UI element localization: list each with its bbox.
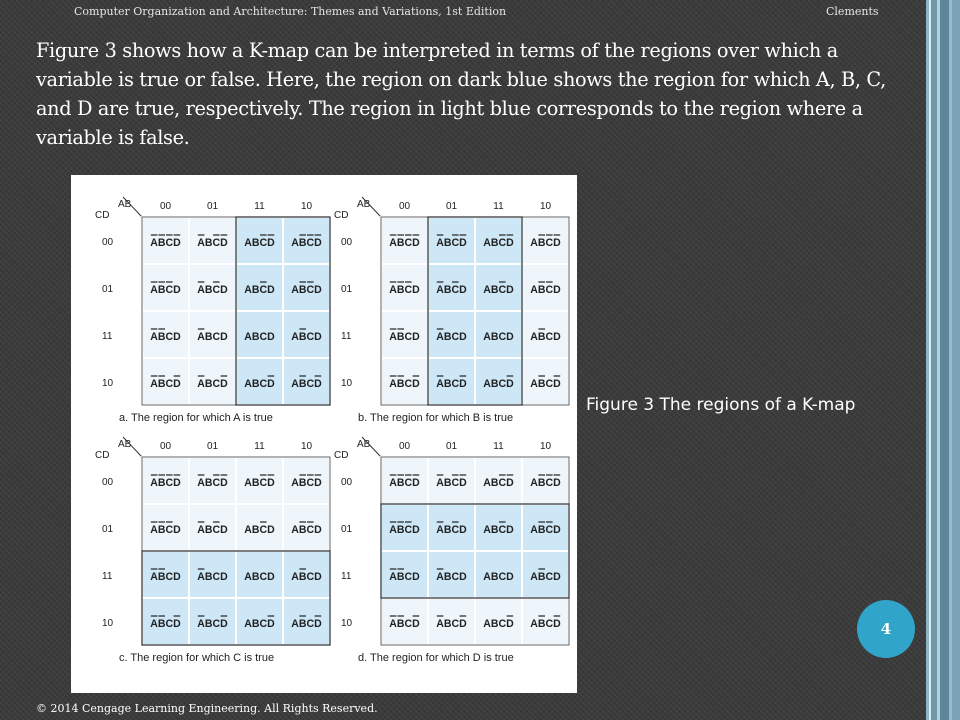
minterm-label: ABCD (389, 284, 420, 296)
row-label: 11 (102, 571, 113, 582)
minterm-label: ABCD (150, 378, 181, 390)
minterm-label: ABCD (197, 378, 228, 390)
slide-number-badge: 4 (857, 600, 915, 658)
minterm-label: ABCD (197, 477, 228, 489)
minterm-label: ABCD (530, 571, 561, 583)
row-label: 11 (102, 331, 113, 342)
corner-label-cd: CD (334, 210, 349, 221)
minterm-label: ABCD (150, 618, 181, 630)
corner-label-ab: AB (357, 199, 371, 210)
row-label: 00 (341, 237, 353, 248)
column-label: 00 (398, 441, 411, 452)
minterm-label: ABCD (197, 284, 228, 296)
minterm-label: ABCD (436, 524, 467, 536)
minterm-label: ABCD (244, 477, 275, 489)
minterm-label: ABCD (291, 331, 322, 343)
row-label: 10 (341, 618, 353, 629)
column-label: 11 (254, 201, 265, 212)
corner-label-cd: CD (95, 210, 110, 221)
column-label: 01 (206, 201, 219, 212)
minterm-label: ABCD (436, 284, 467, 296)
row-label: 11 (341, 331, 352, 342)
minterm-label: ABCD (244, 284, 275, 296)
minterm-label: ABCD (530, 524, 561, 536)
minterm-label: ABCD (244, 618, 275, 630)
minterm-label: ABCD (291, 237, 322, 249)
panel-caption: d. The region for which D is true (358, 652, 514, 664)
minterm-label: ABCD (291, 618, 322, 630)
minterm-label: ABCD (530, 331, 561, 343)
column-label: 10 (539, 201, 552, 212)
minterm-label: ABCD (436, 331, 467, 343)
minterm-label: ABCD (389, 331, 420, 343)
panel-caption: b. The region for which B is true (358, 412, 514, 424)
minterm-label: ABCD (291, 571, 322, 583)
minterm-label: ABCD (436, 237, 467, 249)
minterm-label: ABCD (436, 571, 467, 583)
row-label: 00 (102, 237, 114, 248)
minterm-label: ABCD (389, 571, 420, 583)
minterm-label: ABCD (483, 237, 514, 249)
minterm-label: ABCD (530, 477, 561, 489)
minterm-label: ABCD (291, 477, 322, 489)
row-label: 10 (102, 618, 114, 629)
row-label: 01 (102, 284, 114, 295)
row-label: 00 (341, 477, 353, 488)
figure-caption: Figure 3 The regions of a K-map (586, 395, 856, 415)
column-label: 10 (539, 441, 552, 452)
book-title: Computer Organization and Architecture: Themes and Variations, 1st Edition (74, 5, 507, 18)
minterm-label: ABCD (483, 524, 514, 536)
minterm-label: ABCD (197, 331, 228, 343)
corner-label-ab: AB (357, 439, 371, 450)
intro-paragraph: Figure 3 shows how a K-map can be interpreted in terms of the regions over which a variable is true or false. Here, the region on dark blue shows the region for which A, B, C, and D are true, respectively. The region in light blue corresponds to the region where a variable is false. (36, 39, 886, 149)
minterm-label: ABCD (483, 571, 514, 583)
column-label: 10 (300, 441, 313, 452)
minterm-label: ABCD (389, 378, 420, 390)
column-label: 10 (300, 201, 313, 212)
minterm-label: ABCD (389, 524, 420, 536)
minterm-label: ABCD (483, 284, 514, 296)
minterm-label: ABCD (150, 477, 181, 489)
minterm-label: ABCD (150, 331, 181, 343)
minterm-label: ABCD (483, 477, 514, 489)
minterm-label: ABCD (150, 284, 181, 296)
minterm-label: ABCD (197, 237, 228, 249)
minterm-label: ABCD (483, 378, 514, 390)
minterm-label: ABCD (530, 618, 561, 630)
minterm-label: ABCD (483, 618, 514, 630)
minterm-label: ABCD (291, 284, 322, 296)
corner-label-ab: AB (118, 439, 132, 450)
column-label: 11 (493, 201, 504, 212)
minterm-label: ABCD (244, 571, 275, 583)
row-label: 01 (341, 524, 353, 535)
minterm-label: ABCD (436, 378, 467, 390)
minterm-label: ABCD (244, 524, 275, 536)
right-edge-decoration (926, 0, 960, 720)
minterm-label: ABCD (389, 237, 420, 249)
column-label: 01 (445, 441, 458, 452)
minterm-label: ABCD (291, 524, 322, 536)
column-label: 00 (159, 441, 172, 452)
minterm-label: ABCD (197, 618, 228, 630)
minterm-label: ABCD (389, 618, 420, 630)
column-label: 11 (493, 441, 504, 452)
minterm-label: ABCD (389, 477, 420, 489)
minterm-label: ABCD (150, 237, 181, 249)
kmap-figure (71, 175, 577, 693)
column-label: 01 (445, 201, 458, 212)
panel-caption: c. The region for which C is true (119, 652, 275, 664)
minterm-label: ABCD (530, 378, 561, 390)
kmap-diagram (71, 175, 577, 693)
row-label: 11 (341, 571, 352, 582)
panel-caption: a. The region for which A is true (119, 412, 273, 424)
row-label: 01 (102, 524, 114, 535)
corner-label-cd: CD (334, 450, 349, 461)
corner-label-cd: CD (95, 450, 110, 461)
row-label: 01 (341, 284, 353, 295)
copyright-footer: © 2014 Cengage Learning Engineering. All Rights Reserved. (36, 702, 378, 715)
author-name: Clements (826, 5, 879, 18)
minterm-label: ABCD (530, 284, 561, 296)
row-label: 10 (102, 378, 114, 389)
minterm-label: ABCD (244, 378, 275, 390)
minterm-label: ABCD (291, 378, 322, 390)
minterm-label: ABCD (483, 331, 514, 343)
minterm-label: ABCD (244, 331, 275, 343)
column-label: 01 (206, 441, 219, 452)
minterm-label: ABCD (436, 618, 467, 630)
minterm-label: ABCD (197, 571, 228, 583)
corner-label-ab: AB (118, 199, 132, 210)
minterm-label: ABCD (244, 237, 275, 249)
minterm-label: ABCD (530, 237, 561, 249)
row-label: 00 (102, 477, 114, 488)
minterm-label: ABCD (150, 524, 181, 536)
column-label: 11 (254, 441, 265, 452)
row-label: 10 (341, 378, 353, 389)
minterm-label: ABCD (436, 477, 467, 489)
column-label: 00 (159, 201, 172, 212)
minterm-label: ABCD (197, 524, 228, 536)
column-label: 00 (398, 201, 411, 212)
minterm-label: ABCD (150, 571, 181, 583)
